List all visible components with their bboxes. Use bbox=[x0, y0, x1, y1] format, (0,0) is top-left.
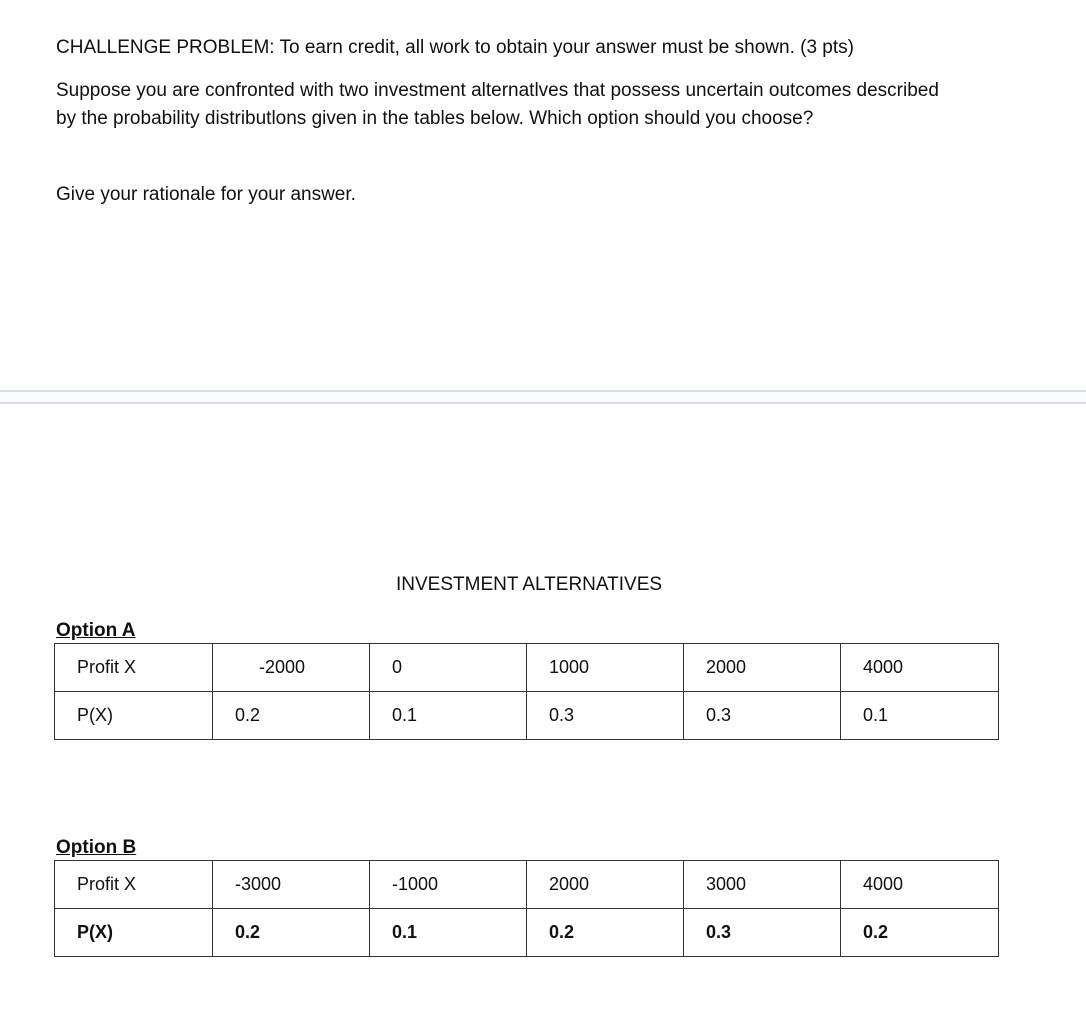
option-b-table bbox=[54, 860, 999, 957]
option-a-prob-cell: 0.3 bbox=[684, 692, 841, 740]
option-a-profit-cell: -2000 bbox=[213, 644, 370, 692]
option-a-profit-cell: 4000 bbox=[841, 644, 999, 692]
option-a-profit-header: Profit X bbox=[55, 644, 213, 692]
option-b-prob-row bbox=[55, 909, 999, 957]
rationale-prompt: Give your rationale for your answer. bbox=[56, 184, 356, 205]
option-a-profit-row bbox=[55, 644, 999, 692]
option-b-prob-cell: 0.2 bbox=[841, 909, 999, 957]
option-a-prob-cell: 0.1 bbox=[370, 692, 527, 740]
option-b-profit-cell: -1000 bbox=[370, 861, 527, 909]
option-b-profit-cell: 4000 bbox=[841, 861, 999, 909]
option-a-prob-row bbox=[55, 692, 999, 740]
option-a-label: Option A bbox=[56, 620, 136, 641]
option-b-profit-cell: -3000 bbox=[213, 861, 370, 909]
option-a-profit-cell: 1000 bbox=[527, 644, 684, 692]
option-b-profit-cell: 3000 bbox=[684, 861, 841, 909]
option-a-prob-cell: 0.1 bbox=[841, 692, 999, 740]
option-a-prob-cell: 0.3 bbox=[527, 692, 684, 740]
option-b-prob-cell: 0.2 bbox=[213, 909, 370, 957]
option-b-prob-cell: 0.2 bbox=[527, 909, 684, 957]
challenge-heading: CHALLENGE PROBLEM: To earn credit, all work to obtain your answer must be shown. (3 pts) bbox=[56, 37, 854, 58]
option-b-profit-cell: 2000 bbox=[527, 861, 684, 909]
option-a-profit-cell: 0 bbox=[370, 644, 527, 692]
option-a-prob-header: P(X) bbox=[55, 692, 213, 740]
option-b-prob-cell: 0.1 bbox=[370, 909, 527, 957]
option-a-table bbox=[54, 643, 999, 740]
option-b-profit-row bbox=[55, 861, 999, 909]
question-text: Suppose you are confronted with two investment alternatlves that possess uncertain outcomes described by the probability distributlons given in the tables below. Which option should you choose? bbox=[56, 80, 939, 129]
page-divider bbox=[0, 390, 1086, 404]
option-b-label: Option B bbox=[56, 837, 137, 858]
option-b-profit-header: Profit X bbox=[55, 861, 213, 909]
option-a-profit-cell: 2000 bbox=[684, 644, 841, 692]
option-b-prob-cell: 0.3 bbox=[684, 909, 841, 957]
tables-title: INVESTMENT ALTERNATIVES bbox=[396, 574, 663, 595]
option-b-prob-header: P(X) bbox=[55, 909, 213, 957]
option-a-prob-cell: 0.2 bbox=[213, 692, 370, 740]
